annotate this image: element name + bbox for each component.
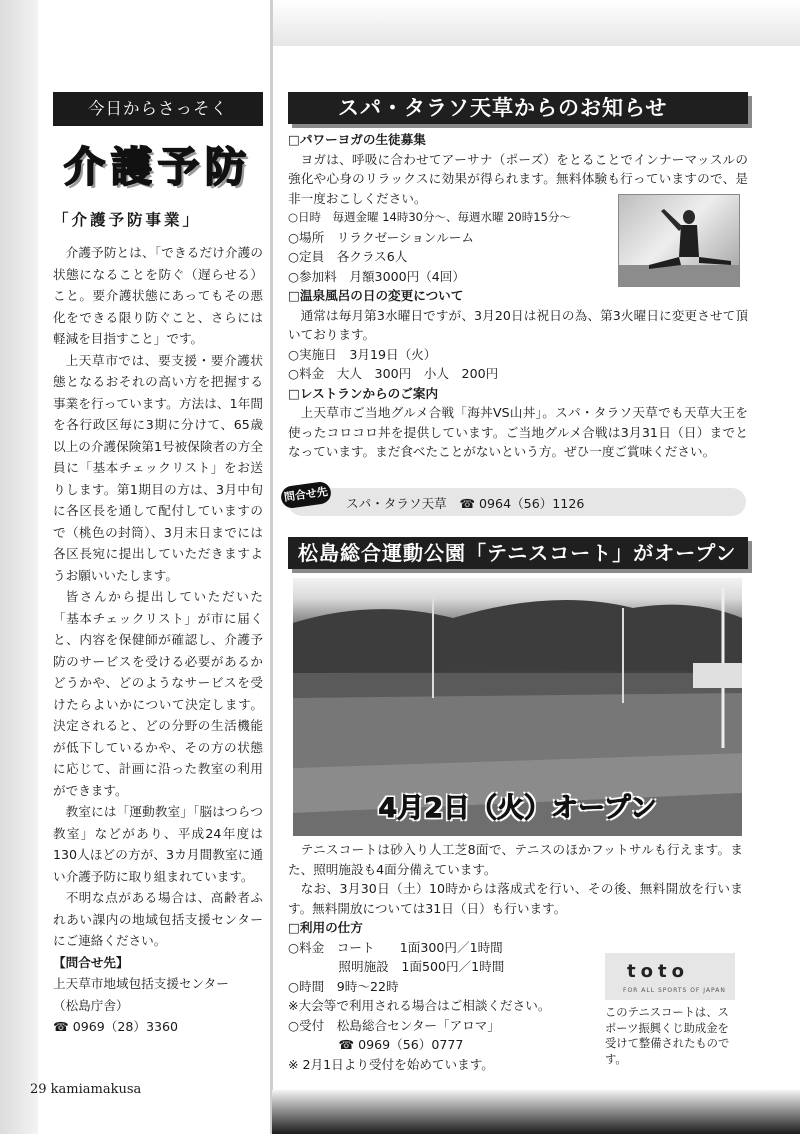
usage-line: ☎ 0969（56）0777	[288, 1037, 464, 1052]
yoga-figure-icon	[619, 195, 740, 287]
yoga-item: ○参加料 月額3000円（4回）	[288, 268, 465, 284]
onsen-item: ○実施日 3月19日（火）	[288, 346, 437, 362]
tennis-section	[288, 537, 748, 569]
tennis-court-photo	[293, 578, 742, 836]
kaigo-contact-phone: ☎ 0969（28）3360	[53, 1019, 179, 1034]
kaigo-contact-line: （松島庁舎）	[53, 997, 129, 1013]
kaigo-contact	[53, 952, 263, 1038]
kaigo-paragraph: 不明な点がある場合は、高齢者ふれあい課内の地域包括支援センターにご連絡ください。	[53, 890, 263, 948]
bottom-gradient	[272, 1090, 800, 1134]
restaurant-text: 上天草市ご当地グルメ合戦「海丼VS山丼」。スパ・タラソ天草でも天草大王を使ったコロコロ丼を提供しています。ご当地グルメ合戦は3月31日（日）までとなっています。まだ食べたことがないという方。ぜひ一度ご賞味ください。	[288, 405, 748, 459]
yoga-item: ○定員 各クラス6人	[288, 249, 408, 264]
page-number: 29 kamiamakusa	[30, 1082, 142, 1097]
yoga-photo	[618, 194, 740, 287]
kaigo-paragraph: 上天草市では、要支援・要介護状態となるおそれの高い方を把握する事業を行っています。方法は、1年間を各行政区毎に3期に分けて、65歳以上の介護保険第1号被保険者の方全員に「基本チェックリスト」をお送りします。第1期目の方は、3月中旬に各区長を通して配付していますので（桃色の封筒）、3月末日までには各区長宛に提出していただきますようお願いいたします。	[53, 352, 263, 583]
kaigo-column	[53, 92, 263, 1038]
top-gradient	[272, 0, 800, 46]
kaigo-header: 今日からさっそく	[53, 92, 263, 126]
tennis-text: なお、3月30日（土）10時からは落成式を行い、その後、無料開放を行います。無料開放については31日（日）も行います。	[288, 881, 743, 916]
onsen-item: ○料金 大人 300円 小人 200円	[288, 366, 499, 381]
kaigo-paragraph: 介護予防とは、「できるだけ介護の状態になることを防ぐ（遅らせる）こと。要介護状態にあってもその悪化をできる限り防ぐこと、さらには軽減を目指すこと」です。	[53, 245, 263, 346]
toto-tagline: FOR ALL SPORTS OF JAPAN	[623, 987, 726, 994]
spa-section	[288, 92, 748, 462]
usage-line: ○時間 9時～22時	[288, 978, 399, 994]
spa-header: スパ・タラソ天草からのお知らせ	[288, 92, 748, 124]
kaigo-title: 介護予防	[64, 143, 252, 191]
column-divider	[270, 0, 273, 1134]
toto-logo	[627, 960, 689, 984]
usage-line: ※ 2月1日より受付を始めています。	[288, 1056, 494, 1072]
yoga-text: ヨガは、呼吸に合わせてアーサナ（ポーズ）をとることでインナーマッスルの強化や心身のリラックスに効果が得られます。無料体験も行っていますので、是非一度おこしください。	[288, 151, 748, 206]
kaigo-contact-label: 【問合せ先】	[53, 954, 129, 970]
restaurant-title: □レストランからのご案内	[288, 385, 439, 401]
yoga-title: □パワーヨガの生徒募集	[288, 132, 426, 147]
onsen-text: 通常は毎月第3水曜日ですが、3月20日は祝日の為、第3火曜日に変更させて頂いております。	[288, 307, 748, 342]
tennis-text: テニスコートは砂入り人工芝8面で、テニスのほかフットサルも行えます。また、照明施設も4面分備えています。	[288, 842, 743, 877]
kaigo-paragraph: 教室には「運動教室」「脳はつらつ教室」などがあり、平成24年度は130人ほどの方が、3カ月間教室に通い介護予防に取り組まれています。	[53, 804, 263, 884]
left-gutter	[0, 0, 38, 1134]
usage-title: □利用の仕方	[288, 920, 363, 935]
kaigo-paragraph: 皆さんから提出していただいた「基本チェックリスト」が市に届くと、内容を保健師が確認し、介護予防のサービスを受ける必要があるかどうかや、どのようなサービスを受けたらよいかについて決定します。決定されると、どの分野の生活機能が低下しているかや、その方の状態に応じて、計画に沿った教室の利用ができます。	[53, 589, 263, 798]
open-date-banner: 4月2日（火）オープン	[378, 793, 657, 824]
usage-line: ※大会等で利用される場合はご相談ください。	[288, 998, 551, 1013]
toto-note: このテニスコートは、スポーツ振興くじ助成金を受けて整備されたものです。	[605, 1006, 730, 1066]
usage-line: 照明施設 1面500円／1時間	[288, 959, 505, 974]
kaigo-subtitle: 「介護予防事業」	[53, 211, 202, 229]
kaigo-contact-line: 上天草市地域包括支援センター	[53, 976, 229, 991]
onsen-title: □温泉風呂の日の変更について	[288, 288, 464, 303]
usage-line: ○料金 コート 1面300円／1時間	[288, 939, 503, 955]
toto-logo-box	[605, 953, 735, 1000]
usage-line: ○受付 松島総合センター「アロマ」	[288, 1017, 500, 1033]
tennis-header: 松島総合運動公園「テニスコート」がオープン	[288, 537, 748, 569]
yoga-item: ○場所 リラクゼーションルーム	[288, 229, 474, 245]
toto-logo-text: toto	[627, 961, 689, 982]
spa-contact-badge: 問合せ先	[280, 481, 333, 510]
spa-contact-text: スパ・タラソ天草 ☎ 0964（56）1126	[346, 496, 585, 511]
yoga-item: ○日時 毎週金曜 14時30分～、毎週水曜 20時15分～	[288, 210, 571, 224]
